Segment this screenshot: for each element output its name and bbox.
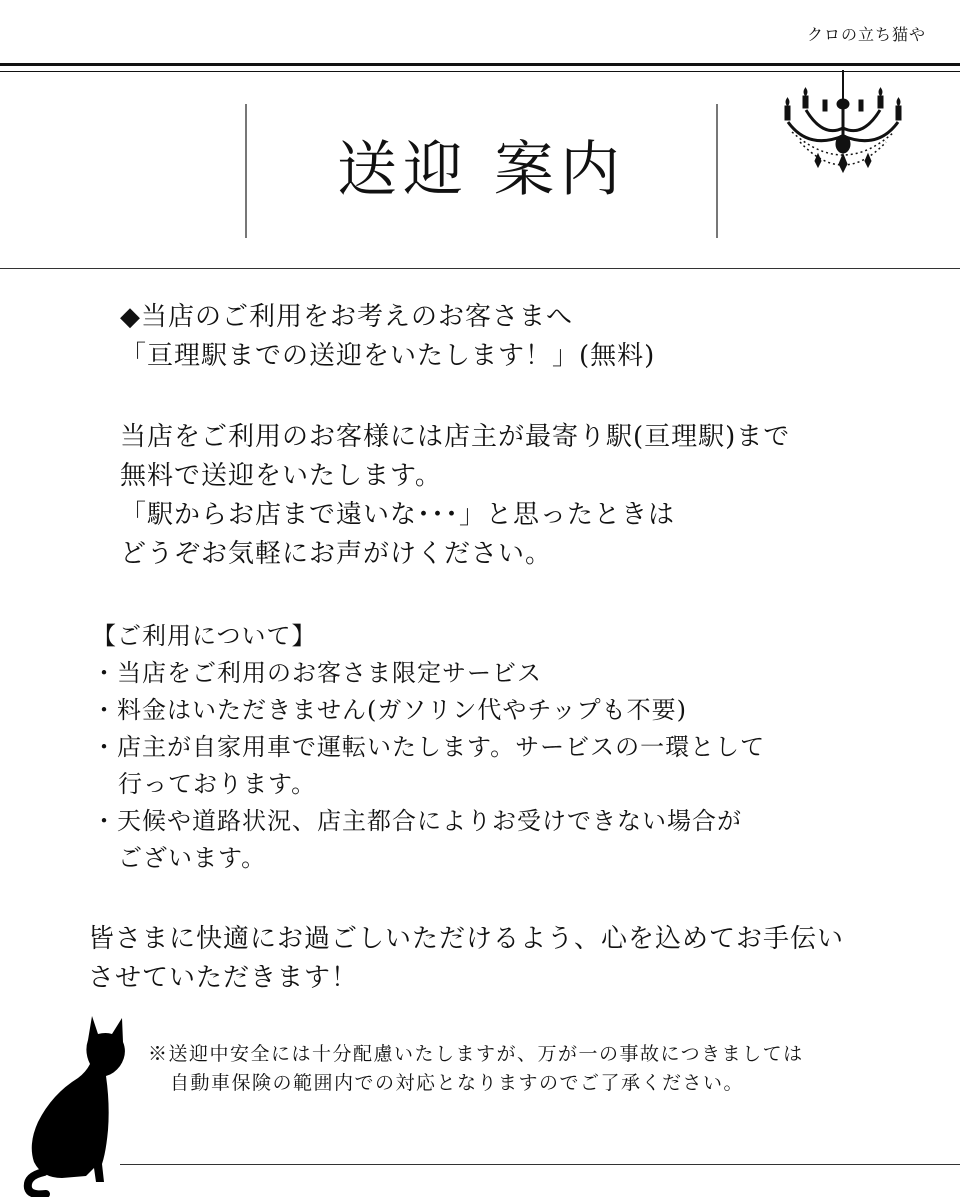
closing-message	[88, 920, 844, 998]
usage-item: ・天候や道路状況、店主都合によりお受けできない場合が	[92, 807, 742, 835]
closing-line: 皆さまに快適にお過ごしいただけるよう、心を込めてお手伝い	[88, 924, 845, 954]
usage-section	[92, 618, 765, 877]
body-line: 当店をご利用のお客様には店主が最寄り駅(亘理駅)まで	[120, 422, 791, 452]
closing-line: させていただきます！	[88, 963, 359, 993]
intro-heading: ◆当店のご利用をお考えのお客さまへ	[120, 302, 573, 332]
note-line: 自動車保険の範囲内での対応となりますのでご了承ください。	[170, 1072, 745, 1094]
body-line: 「駅からお店まで遠いな･･･」と思ったときは	[120, 500, 676, 530]
title-divider-right	[716, 104, 718, 238]
page-title: 送迎 案内	[336, 135, 627, 205]
usage-item-continuation: ございます。	[118, 844, 267, 872]
intro-block	[120, 298, 655, 376]
usage-item: ・店主が自家用車で運転いたします。サービスの一環として	[92, 733, 766, 761]
usage-item: ・当店をご利用のお客さま限定サービス	[92, 659, 542, 687]
chandelier-icon	[778, 70, 908, 175]
note-line: ※送迎中安全には十分配慮いたしますが、万が一の事故につきましては	[148, 1043, 804, 1065]
shop-name: クロの立ち猫や	[806, 25, 926, 44]
disclaimer-note	[148, 1040, 804, 1098]
footer-rule	[120, 1164, 960, 1165]
usage-heading: 【ご利用について】	[92, 622, 317, 650]
header-rule-thick	[0, 63, 960, 66]
header-bottom-rule	[0, 268, 960, 269]
body-line: 無料で送迎をいたします。	[120, 461, 442, 491]
body-line: どうぞお気軽にお声がけください。	[120, 539, 553, 569]
usage-item: ・料金はいただきません(ガソリン代やチップも不要)	[92, 696, 688, 724]
body-paragraph	[120, 418, 790, 574]
usage-item-continuation: 行っております。	[118, 770, 317, 798]
intro-subheading: 「亘理駅までの送迎をいたします！」(無料)	[120, 341, 656, 371]
cat-silhouette-icon	[22, 1012, 134, 1197]
